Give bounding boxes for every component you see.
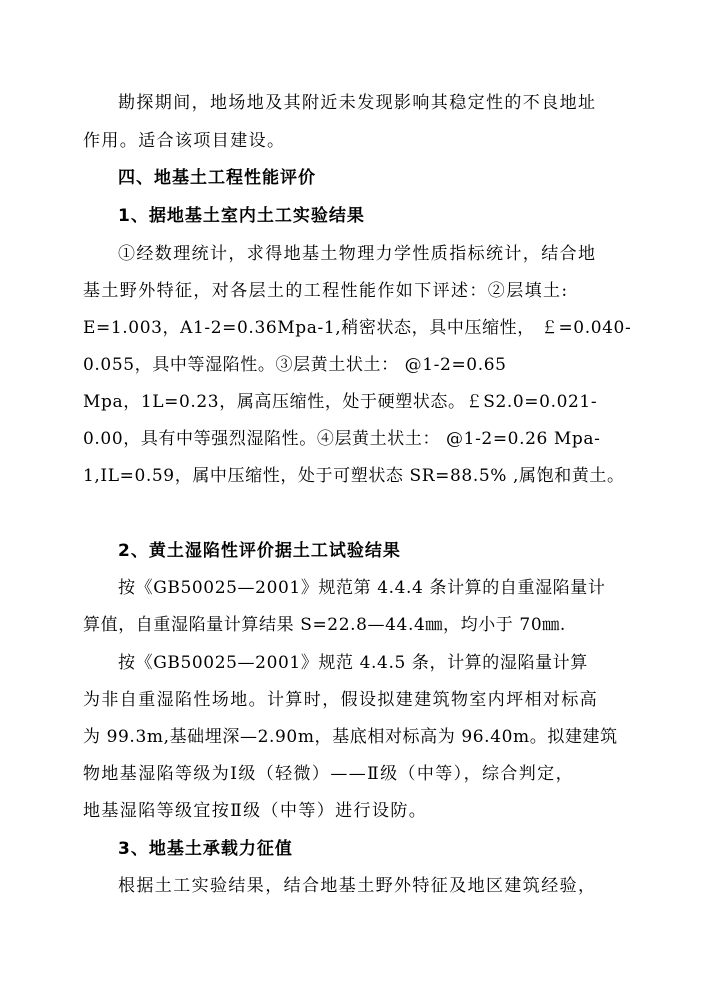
subsection-heading: 2、黄土湿陷性评价据土工试验结果: [118, 541, 401, 561]
paragraph-line: 作用。适合该项目建设。: [83, 131, 286, 151]
paragraph-line: 0.00，具有中等强烈湿陷性。④层黄土状土： @1-2=0.26 Mpa-: [83, 429, 601, 449]
section-heading: 四、地基土工程性能评价: [118, 168, 316, 188]
paragraph-line: 勘探期间，地场地及其附近未发现影响其稳定性的不良地址: [118, 93, 597, 113]
subsection-heading: 1、据地基土室内土工实验结果: [118, 206, 365, 226]
subsection-heading: 3、地基土承载力征值: [118, 839, 293, 859]
paragraph-line: Mpa，1L=0.23，属高压缩性，处于硬塑状态。￡S2.0=0.021-: [83, 392, 598, 412]
paragraph-line: 根据土工实验结果，结合地基土野外特征及地区建筑经验，: [118, 876, 597, 896]
paragraph-line: 按《GB50025—2001》规范 4.4.5 条，计算的湿陷量计算: [118, 653, 588, 673]
paragraph-line: 0.055，具中等湿陷性。③层黄土状土： @1-2=0.65: [83, 355, 507, 375]
paragraph-line: 为非自重湿陷性场地。计算时，假设拟建建筑物室内坪相对标高: [83, 690, 599, 710]
paragraph-line: E=1.003，A1-2=0.36Mpa-1,稍密状态，具中压缩性， ￡=0.040-: [83, 318, 632, 338]
paragraph-line: 地基湿陷等级宜按Ⅱ级（中等）进行设防。: [83, 801, 428, 821]
paragraph-line: 按《GB50025—2001》规范第 4.4.4 条计算的自重湿陷量计: [118, 578, 606, 598]
paragraph-line: 基土野外特征，对各层土的工程性能作如下评述：②层填土:: [83, 281, 569, 301]
paragraph-line: 为 99.3m,基础埋深—2.90m，基底相对标高为 96.40m。拟建建筑: [83, 727, 618, 747]
paragraph-line: 算值，自重湿陷量计算结果 S=22.8—44.4㎜，均小于 70㎜.: [83, 615, 566, 635]
paragraph-line: 物地基湿陷等级为Ⅰ级（轻微）——Ⅱ级（中等），综合判定，: [83, 764, 574, 784]
paragraph-line: ①经数理统计，求得地基土物理力学性质指标统计，结合地: [118, 244, 597, 264]
paragraph-line: 1,IL=0.59，属中压缩性，处于可塑状态 SR=88.5% ,属饱和黄土。: [83, 466, 625, 486]
